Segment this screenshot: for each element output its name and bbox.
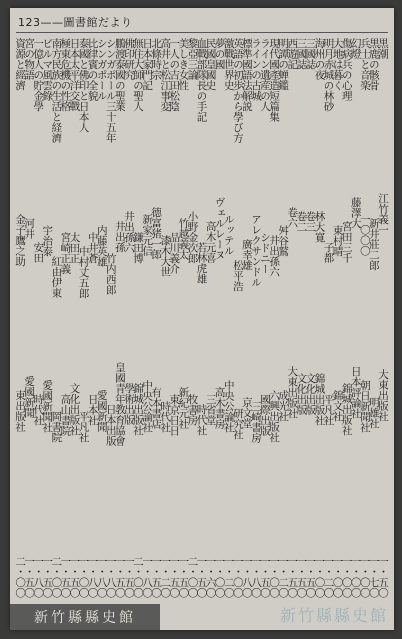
book-publisher: 高山書院: [59, 393, 72, 436]
book-entry: [297, 38, 306, 598]
book-publisher: 文化出版: [304, 372, 317, 415]
book-author: 内藤英雄: [95, 224, 108, 267]
book-author: 若林虎雄: [195, 242, 208, 285]
book-publisher: 文化出版: [295, 372, 308, 415]
book-author: 宮田三千: [340, 221, 353, 264]
book-entry: [34, 38, 43, 598]
book-title: 夢の國: [213, 38, 226, 70]
book-title: 血戰部隊長の手記: [195, 38, 208, 122]
book-list: [16, 38, 388, 598]
book-entry: [249, 38, 262, 598]
book-publisher: 東出版社: [14, 390, 27, 433]
book-author: 卷三: [304, 210, 317, 232]
book-price: 二・〇〇: [14, 555, 27, 598]
book-title: 三國誌: [295, 38, 308, 70]
book-price: 一・五〇: [68, 555, 81, 598]
book-author: 竹内西郎: [104, 252, 117, 295]
book-title: 激戰世界史: [222, 38, 235, 91]
book-entry: [113, 38, 126, 598]
book-price: 一・八〇: [249, 555, 262, 598]
book-price: 一・〇〇: [349, 555, 362, 598]
book-title: 三國誌: [304, 38, 317, 70]
book-publisher: 朝日新聞社: [358, 379, 371, 433]
book-price: 一・〇〇: [331, 555, 344, 598]
book-entry: [204, 38, 217, 598]
book-title: 比律賓の全貌: [86, 38, 99, 101]
book-title: 民國皇國史: [204, 38, 217, 91]
book-author: ヴェルレーヌ: [213, 196, 226, 260]
book-entry: [340, 38, 353, 598]
book-title: 一億人の貯金學: [32, 38, 45, 112]
book-entry: [170, 38, 179, 598]
book-author: 子都: [322, 242, 335, 264]
book-entry: [134, 38, 143, 598]
book-publisher: 日本社: [86, 393, 99, 426]
book-title: 資源と經濟: [14, 38, 27, 91]
book-author: 松平浩: [231, 259, 244, 292]
archive-watermark: 新竹縣縣史館: [279, 606, 388, 625]
book-price: 一・〇〇: [268, 555, 281, 598]
book-entry: [270, 38, 279, 598]
book-author: アレクサンドル: [249, 214, 262, 288]
book-publisher: 平凡社: [77, 411, 90, 443]
book-author: 新家元信: [141, 214, 154, 257]
book-publisher: 中央公論社: [141, 379, 154, 433]
book-entry: [315, 38, 324, 598]
book-price: 一・〇〇: [340, 555, 353, 598]
book-price: 一・五〇: [195, 555, 208, 598]
book-publisher: 時代社: [159, 400, 172, 433]
book-entry: [331, 38, 344, 598]
book-publisher: 日本出版: [104, 404, 117, 447]
book-title: ビルマ風雲錄: [41, 38, 54, 101]
book-publisher: 六興出版社: [268, 390, 281, 443]
book-entry: [324, 38, 333, 598]
book-title: 明譚の蝉鑑: [277, 38, 290, 91]
book-entry: [222, 38, 235, 598]
book-publisher: 愛國新聞: [95, 390, 108, 433]
book-price: 一・二〇: [277, 555, 290, 598]
book-price: 一・五〇: [168, 555, 181, 598]
book-entry: [95, 38, 108, 598]
book-price: 一・八〇: [141, 555, 154, 598]
book-price: 一・五〇: [259, 555, 272, 598]
book-author: 井出孫六: [122, 210, 135, 253]
book-title: 無住大師の聖人: [132, 38, 144, 112]
book-entry: [104, 38, 117, 598]
book-author: ルッテル: [222, 214, 235, 257]
book-publisher: 日本評論社: [349, 365, 362, 419]
book-author: 井出孫: [113, 221, 126, 253]
book-price: 一・八〇: [32, 555, 45, 598]
book-author: 新井莊二郎: [367, 217, 380, 271]
book-author: 中井蒼: [86, 231, 99, 264]
book-title: 現代國產造短篇集: [268, 38, 281, 122]
book-author: 林大寛: [313, 210, 326, 243]
book-price: 一・六〇: [204, 555, 217, 598]
book-publisher: 愛國新聞: [23, 376, 36, 419]
book-publisher: 京文堂: [240, 397, 253, 429]
book-title: 黒潮: [376, 38, 389, 59]
book-publisher: 時代社: [195, 404, 208, 436]
book-title: 幻燈: [349, 38, 362, 59]
page-header: 123——圖書館だより: [18, 16, 133, 29]
book-entry: [86, 38, 99, 598]
book-title: 日本家門記: [141, 38, 154, 91]
book-author: 卷二: [295, 210, 308, 232]
book-publisher: 東京日日: [168, 393, 181, 436]
book-publisher: 新紀元社: [177, 386, 190, 429]
book-publisher: 皇國青年教育協會: [113, 362, 126, 447]
book-author: 德富猪一郎: [150, 207, 163, 260]
book-price: 一・〇〇: [358, 555, 371, 598]
book-price: 一・七〇: [367, 555, 380, 598]
book-title: 宮の物語: [23, 38, 36, 80]
book-publisher: 岡書院: [50, 411, 63, 443]
book-entry: [25, 38, 34, 598]
book-price: 一・五〇: [113, 555, 126, 598]
book-price: 一・〇〇: [231, 555, 244, 598]
book-title: 北條時宗: [150, 38, 163, 80]
book-title: 明月赤城の林砂: [322, 38, 335, 112]
book-author: 江竹義一: [376, 193, 389, 236]
book-title: 一人の吉田松陰: [168, 38, 181, 112]
book-price: 二・〇〇: [186, 555, 199, 598]
book-title: 泰國と佛印と日本人: [77, 38, 90, 133]
book-author: 紅由伊東: [50, 256, 63, 299]
book-entry: [261, 38, 270, 598]
book-price: 一・二〇: [159, 555, 172, 598]
book-title: 日本太平洋交戰: [68, 38, 81, 112]
book-entry: [358, 38, 371, 598]
book-publisher: 牧書房: [186, 393, 199, 426]
book-entry: [349, 38, 362, 598]
book-entry: [77, 38, 90, 598]
book-price: 一・五〇: [23, 555, 36, 598]
book-price: 二・〇〇: [132, 555, 144, 598]
book-entry: [367, 38, 380, 598]
book-price: 一・八〇: [95, 555, 108, 598]
book-entry: [70, 38, 79, 598]
book-entry: [288, 38, 297, 598]
book-publisher: 愛國新聞社: [41, 379, 54, 433]
book-publisher: 中央公論社: [222, 379, 235, 433]
book-author: 舛谷鷲: [277, 224, 290, 257]
book-price: 一・五〇: [177, 555, 190, 598]
book-author: 太田正: [68, 231, 81, 264]
book-entry: [122, 38, 135, 598]
book-publisher: 高木書房: [213, 386, 226, 429]
book-title: 佛印研究: [122, 38, 135, 80]
book-author: 安田: [32, 242, 45, 264]
book-publisher: 文化出版社: [68, 383, 81, 436]
book-entry: [179, 38, 188, 598]
book-entry: [240, 38, 253, 598]
book-publisher: 成光社: [277, 390, 290, 422]
book-title: 鵬渡泰國の聖業: [113, 38, 126, 112]
header-rule: [16, 32, 388, 33]
book-entry: [61, 38, 70, 598]
book-title: 高井と松江事変: [159, 38, 172, 112]
book-publisher: 錦城出版社: [313, 372, 326, 426]
book-publisher: 錦城出版社: [132, 383, 144, 436]
book-entry: [52, 38, 61, 598]
book-author: 東村晴: [331, 224, 344, 257]
book-title: ライン遺産の人: [259, 38, 272, 112]
book-author: 中村丈五郎: [77, 245, 90, 299]
book-publisher: 明雄社: [367, 397, 380, 429]
book-entry: [231, 38, 244, 598]
book-publisher: 國際出版: [259, 393, 272, 436]
book-title: 美しき女性: [177, 38, 190, 91]
book-title: 黒鹿の骸骨: [367, 38, 380, 91]
book-author: 河井: [23, 217, 36, 239]
book-publisher: 大東出版社: [286, 365, 299, 419]
book-title: 南方民族の生活と経濟: [50, 38, 63, 143]
book-publisher: 學術出版: [122, 383, 135, 426]
book-title: 海州の夜: [313, 38, 326, 80]
book-price: 一・五〇: [150, 555, 163, 598]
book-price: 一・二〇: [322, 555, 335, 598]
book-price: 一・二〇: [222, 555, 235, 598]
book-title: シンガポール三十五年: [104, 38, 117, 143]
archive-stamp: 新竹縣縣史館: [10, 604, 160, 630]
book-author: 宮崎正義: [59, 231, 72, 274]
book-title: 英語の初歩から學び方: [231, 38, 244, 143]
book-author: 金子鷹之助: [14, 214, 27, 267]
book-author: 宇治泰: [41, 224, 54, 257]
book-author: 小野金次郎: [186, 210, 199, 264]
book-price: 一・五〇: [376, 555, 389, 598]
book-entry: [43, 38, 52, 598]
book-author: 品川義介: [168, 231, 181, 274]
book-title: 西遊記: [286, 38, 299, 70]
book-price: 一・五〇: [304, 555, 317, 598]
book-price: 一・五〇: [59, 555, 72, 598]
book-title: 兵士と音楽: [358, 38, 371, 91]
book-publisher: 錦城出版社: [340, 383, 353, 436]
book-entry: [16, 38, 25, 598]
book-publisher: 三崎書房: [249, 400, 262, 443]
book-author: 井出孫六: [268, 235, 281, 278]
book-author: 一〇〇〇: [358, 214, 371, 257]
book-entry: [279, 38, 288, 598]
book-title: 傷病兵の心理: [340, 38, 353, 101]
book-price: 一・八〇: [240, 555, 253, 598]
book-price: 一・八〇: [86, 555, 99, 598]
book-author: 高木元喜: [204, 221, 217, 264]
book-title: 極東危機の性格: [59, 38, 72, 112]
book-entry: [213, 38, 226, 598]
book-price: 一・〇〇: [77, 555, 90, 598]
book-entry: [161, 38, 170, 598]
book-publisher: 平凡社: [322, 393, 335, 426]
book-author: 漆木大世: [159, 235, 172, 278]
book-publisher: 三省堂: [204, 393, 217, 426]
book-price: 一・〇〇: [313, 555, 326, 598]
book-entry: [143, 38, 152, 598]
book-publisher: 研究社: [231, 407, 244, 440]
book-title: 標準國語法解説: [240, 38, 253, 112]
book-title: ラインの古城: [249, 38, 262, 101]
book-price: 一・五〇: [41, 555, 54, 598]
catalog-page: [10, 8, 394, 630]
book-publisher: 有本書店: [150, 386, 163, 429]
book-entry: [197, 38, 206, 598]
book-entry: [188, 38, 197, 598]
book-title: 黎亞三論: [186, 38, 199, 80]
book-price: 一・八〇: [104, 555, 117, 598]
book-price: 一・〇〇: [213, 555, 226, 598]
book-author: 卷六: [286, 207, 299, 229]
book-publisher: 錦文社: [331, 390, 344, 422]
book-author: シドニー: [259, 231, 272, 274]
book-publisher: 時代社: [32, 393, 45, 426]
book-publisher: 大東出版社: [376, 369, 389, 422]
book-author: 藤澤大: [349, 196, 362, 229]
book-title: 大地は暮く: [331, 38, 344, 91]
book-author: 鎌田博: [132, 231, 144, 264]
book-price: 一・五〇: [295, 555, 308, 598]
book-price: 二・〇〇: [50, 555, 63, 598]
book-price: 一・五〇: [122, 555, 135, 598]
book-price: 一・五〇: [286, 555, 299, 598]
book-author: 廣幸雄: [240, 238, 253, 271]
book-entry: [152, 38, 161, 598]
book-title: シンガポール: [95, 38, 108, 101]
book-entry: [306, 38, 315, 598]
book-entry: [376, 38, 389, 598]
book-author: 竹越義太: [177, 217, 190, 260]
